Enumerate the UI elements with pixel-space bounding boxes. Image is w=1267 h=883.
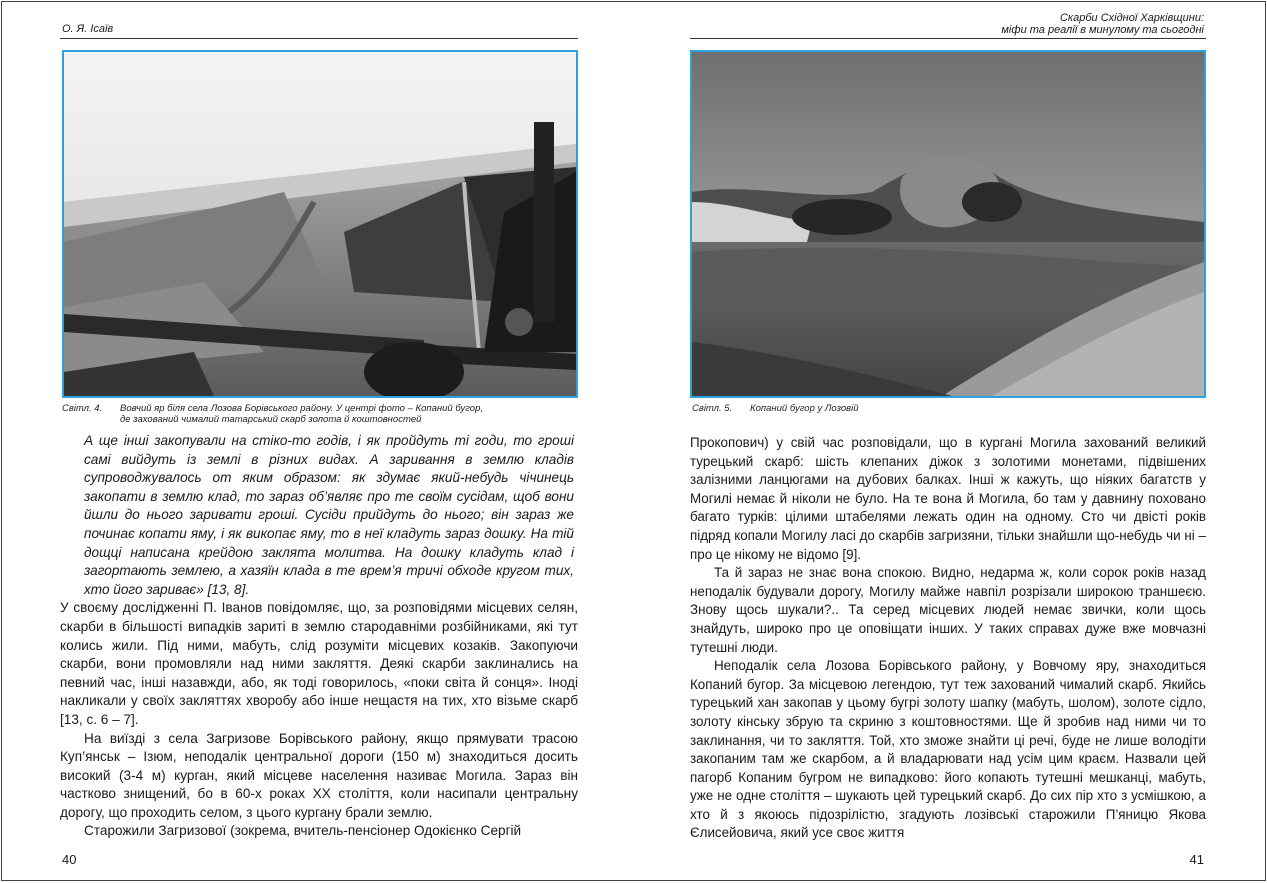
- book-title-line1: Скарби Східної Харківщини:: [1059, 12, 1204, 24]
- right-page: [690, 2, 1206, 880]
- grassy-hill-photo-icon: [692, 52, 1204, 396]
- paragraph: Та й зараз не знає вона спокою. Видно, недарма ж, коли сорок років назад неподалік будували дорогу, Могилу майже навпіл розрізали широкою траншеєю. Знову щось шукали?.. Та серед місцевих людей немає звички, коли щось знайдуть, широко про це оповіщати інших. У таких справах дуже вже мовчазні тутешні люди.: [690, 565, 1206, 655]
- caption-text-line1: Вовчий яр біля села Лозова Борівського району. У центрі фото – Копаний бугор,: [120, 403, 483, 414]
- page-number: 41: [1189, 852, 1204, 867]
- caption-number: Світл. 5.: [692, 403, 733, 414]
- right-body-text: [690, 434, 1206, 843]
- page-number: 40: [62, 852, 77, 867]
- book-title-line2: міфи та реалії в минулому та сьогодні: [1001, 24, 1204, 36]
- quote-paragraph: А ще інші закопували на стіко-то годів, і як пройдуть ті годи, то гроші самі вийдуть із землі в різних видах. А заривання в землю кладів супроводжувалось от яким образом: як здумає який-небудь чічинець закопати в землю клад, то зараз об’являє про те своїм сусідам, щоб вони йшли до нього заривати гроші. Сусіди прийдуть до нього; він зараз же починає копати яму, і як викопає яму, то в неї кладуть зараз дошку. На тій дощці написана крейдою заклята молитва. На дошку кладуть клад і загортають землею, а хазяїн клада в те врем’я тричі обходе кругом тих, хто його зариває» [13, 8].: [84, 433, 574, 597]
- paragraph: Неподалік села Лозова Борівського району, у Вовчому яру, знаходиться Копаний бугор. За місцевою легендою, тут теж захований чималий скарб. Якийсь турецький хан закопав у цьому бугрі золоту шапку (мабуть, шолом), золоте сідло, золоту кінську збрую та скриню з коштовностями. Ще й зробив над ними чи то заклинання, чи то закляття. Той, хто зможе знайти ці речі, буде не лише володіти закопаним там же скарбом, а й владарювати над усім цим краєм. Назвали цей пагорб Копаним бугром не випадково: його копають тутешні мешканці, мабуть, уже не одне століття – шукають цей турецький скарб. До сих пір хто з усмішкою, а хто й з якоюсь підозрілістю, згадують лозівські старожили П’яницю Якова Єлисейовича, який усе своє життя: [690, 658, 1206, 841]
- photo-caption-5: [692, 403, 1208, 414]
- hill-photo: [690, 50, 1206, 398]
- caption-text-line1: Копаний бугор у Лозовій: [750, 403, 859, 414]
- running-head-right: [690, 12, 1206, 39]
- book-spread: [1, 1, 1266, 881]
- photo-caption-4: [62, 403, 578, 425]
- author-name: О. Я. Ісаїв: [62, 23, 114, 35]
- left-body-text: [60, 432, 578, 841]
- paragraph: На виїзді з села Загризове Борівського району, якщо прямувати трасою Куп’янськ – Ізюм, неподалік центральної дороги (150 м) знаходиться досить високий (3-4 м) курган, який місцеве населення називає Могила. Зараз він частково знищений, бо в 60-х роках XX століття, коли насипали центральну дорогу, що проходить селом, з цього кургану брали землю.: [60, 730, 578, 820]
- left-page: [60, 2, 578, 880]
- paragraph: Прокопович) у свій час розповідали, що в кургані Могила захований великий турецький скарб: шість клепаних діжок з золотими монетами, підвішених залізними ланцюгами на дубових балках. Інші ж кажуть, що ніяких багатств у Могилі немає й ніколи не було. На те вона й Могила, бо там у давнину поховано багато турків: цілими штабелями лежать один на одному. Сто чи двісті років підряд копали Могилу ласі до скарбів загризяни, тільки знайшли що-небудь чи ні – про це нікому не відомо [9].: [690, 435, 1206, 562]
- caption-number: Світл. 4.: [62, 403, 103, 414]
- running-head-left: [60, 12, 578, 39]
- paragraph: Старожили Загризової (зокрема, вчитель-пенсіонер Одокієнко Сергій: [84, 823, 522, 839]
- caption-text-line2: де захований чималий татарський скарб золота й коштовностей: [120, 414, 422, 425]
- paragraph: У своєму дослідженні П. Іванов повідомляє, що, за розповідями місцевих селян, скарби в більшості випадків зариті в землю стародавніми розбійниками, які тут колись жили. Під ними, мабуть, слід розуміти місцевих козаків. Закопуючи скарби, вони промовляли над ними закляття. Деякі скарби заклинались на певний час, інші назавжди, або, як тоді говорилось, «поки світа й сонця». Іноді накликали у своїх закляттях хворобу або інше нещастя на тих, хто візьме скарб [13, с. 6 – 7].: [60, 600, 578, 727]
- aerial-landscape-photo-icon: [64, 52, 576, 396]
- aerial-photo: [62, 50, 578, 398]
